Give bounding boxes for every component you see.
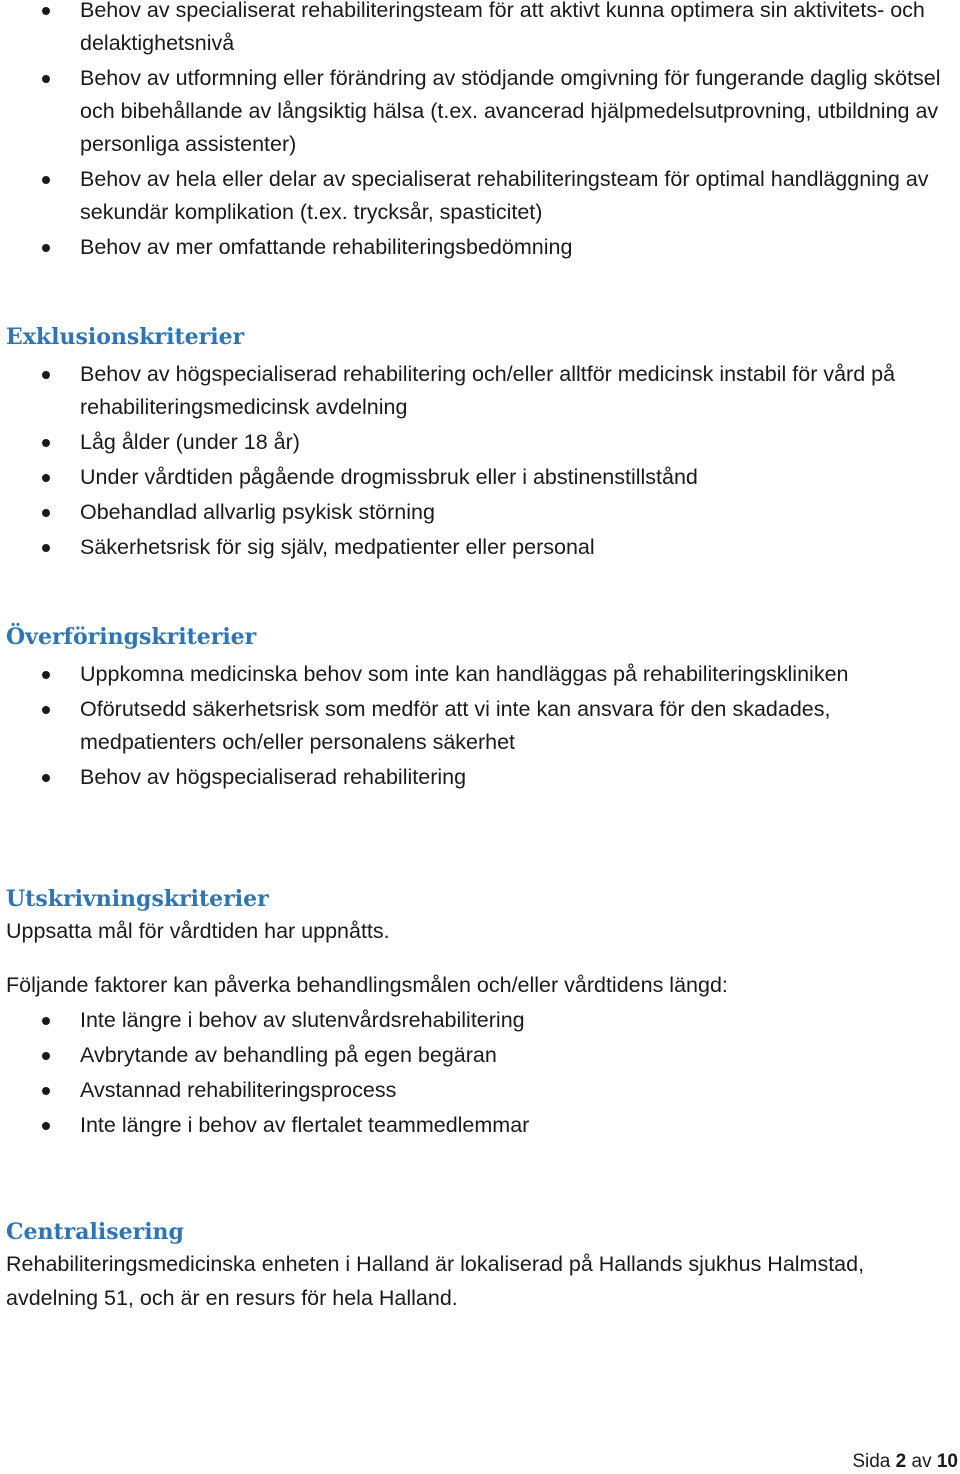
bullet-icon xyxy=(42,671,50,679)
list-item-text: Avbrytande av behandling på egen begäran xyxy=(80,1043,497,1067)
list-item-text: Behov av högspecialiserad rehabilitering och/eller alltför medicinsk instabil för vård på rehabiliteringsmedicinsk avdelning xyxy=(80,362,896,419)
list-item-text: Behov av mer omfattande rehabiliteringsbedömning xyxy=(80,235,573,259)
list-item xyxy=(0,1004,960,1037)
list-item xyxy=(0,231,960,264)
bullet-icon xyxy=(42,1052,50,1060)
list-item xyxy=(0,1109,960,1142)
list-item xyxy=(0,761,960,794)
list-item xyxy=(0,531,960,564)
centralization-text: Rehabiliteringsmedicinska enheten i Halland är lokaliserad på Hallands sjukhus Halmstad, avdelning 51, och är en resurs för hela Halland. xyxy=(6,1252,865,1310)
list-item-text: Obehandlad allvarlig psykisk störning xyxy=(80,500,435,524)
list-item xyxy=(0,658,960,691)
bullet-icon xyxy=(42,1017,50,1025)
list-item xyxy=(0,426,960,459)
list-item xyxy=(0,62,960,161)
intro-list xyxy=(0,0,960,264)
list-item-text: Behov av utformning eller förändring av stödjande omgivning för fungerande daglig skötsel och bibehållande av långsiktig hälsa (t.ex. avancerad hjälpmedelsutprovning, utbildning av personliga assistenter) xyxy=(80,66,941,156)
page-number-total: 10 xyxy=(936,1451,958,1472)
transfer-list xyxy=(0,658,960,794)
list-item-text: Avstannad rehabiliteringsprocess xyxy=(80,1078,397,1102)
list-item xyxy=(0,496,960,529)
page-number-of: av xyxy=(911,1451,932,1472)
bullet-icon xyxy=(42,1122,50,1130)
list-item-text: Behov av hela eller delar av specialiserat rehabiliteringsteam för optimal handläggning av sekundär komplikation (t.ex. trycksår, spasticitet) xyxy=(80,167,929,224)
exclusion-list xyxy=(0,358,960,564)
discharge-factors-intro: Följande faktorer kan påverka behandlingsmålen och/eller vårdtidens längd: xyxy=(6,973,728,997)
list-item-text: Inte längre i behov av slutenvårdsrehabilitering xyxy=(80,1008,525,1032)
list-item-text: Uppkomna medicinska behov som inte kan handläggas på rehabiliteringskliniken xyxy=(80,662,849,686)
bullet-icon xyxy=(42,706,50,714)
transfer-heading: Överföringskriterier xyxy=(6,624,257,650)
centralization-section xyxy=(0,1217,960,1315)
list-item-text: Oförutsedd säkerhetsrisk som medför att vi inte kan ansvara för den skadades, medpatienters och/eller personalens säkerhet xyxy=(80,697,831,754)
page-number-current: 2 xyxy=(895,1451,907,1472)
bullet-icon xyxy=(42,244,50,252)
bullet-icon xyxy=(42,75,50,83)
bullet-icon xyxy=(42,474,50,482)
transfer-section xyxy=(0,622,960,796)
list-item xyxy=(0,1074,960,1107)
bullet-icon xyxy=(42,7,50,15)
bullet-icon xyxy=(42,544,50,552)
page-number xyxy=(852,1450,958,1474)
list-item xyxy=(0,358,960,424)
list-item-text: Behov av högspecialiserad rehabilitering xyxy=(80,765,467,789)
bullet-icon xyxy=(42,774,50,782)
bullet-icon xyxy=(42,1087,50,1095)
bullet-icon xyxy=(42,371,50,379)
exclusion-heading: Exklusionskriterier xyxy=(6,324,245,350)
list-item xyxy=(0,693,960,759)
list-item-text: Inte längre i behov av flertalet teammedlemmar xyxy=(80,1113,530,1137)
list-item xyxy=(0,461,960,494)
bullet-icon xyxy=(42,176,50,184)
list-item xyxy=(0,0,960,60)
discharge-section xyxy=(0,884,960,1144)
exclusion-section xyxy=(0,322,960,566)
page-number-prefix: Sida xyxy=(852,1451,891,1472)
list-item-text: Säkerhetsrisk för sig själv, medpatienter eller personal xyxy=(80,535,595,559)
discharge-text: Uppsatta mål för vårdtiden har uppnåtts. xyxy=(6,919,390,943)
list-item-text: Behov av specialiserat rehabiliteringsteam för att aktivt kunna optimera sin aktivitets- och delaktighetsnivå xyxy=(80,0,925,55)
discharge-heading: Utskrivningskriterier xyxy=(6,886,269,912)
bullet-icon xyxy=(42,509,50,517)
list-item-text: Låg ålder (under 18 år) xyxy=(80,430,300,454)
list-item xyxy=(0,163,960,229)
list-item xyxy=(0,1039,960,1072)
centralization-heading: Centralisering xyxy=(6,1219,184,1245)
bullet-icon xyxy=(42,439,50,447)
list-item-text: Under vårdtiden pågående drogmissbruk eller i abstinenstillstånd xyxy=(80,465,698,489)
discharge-factors-list xyxy=(0,1004,960,1142)
intro-list-block xyxy=(0,0,960,266)
